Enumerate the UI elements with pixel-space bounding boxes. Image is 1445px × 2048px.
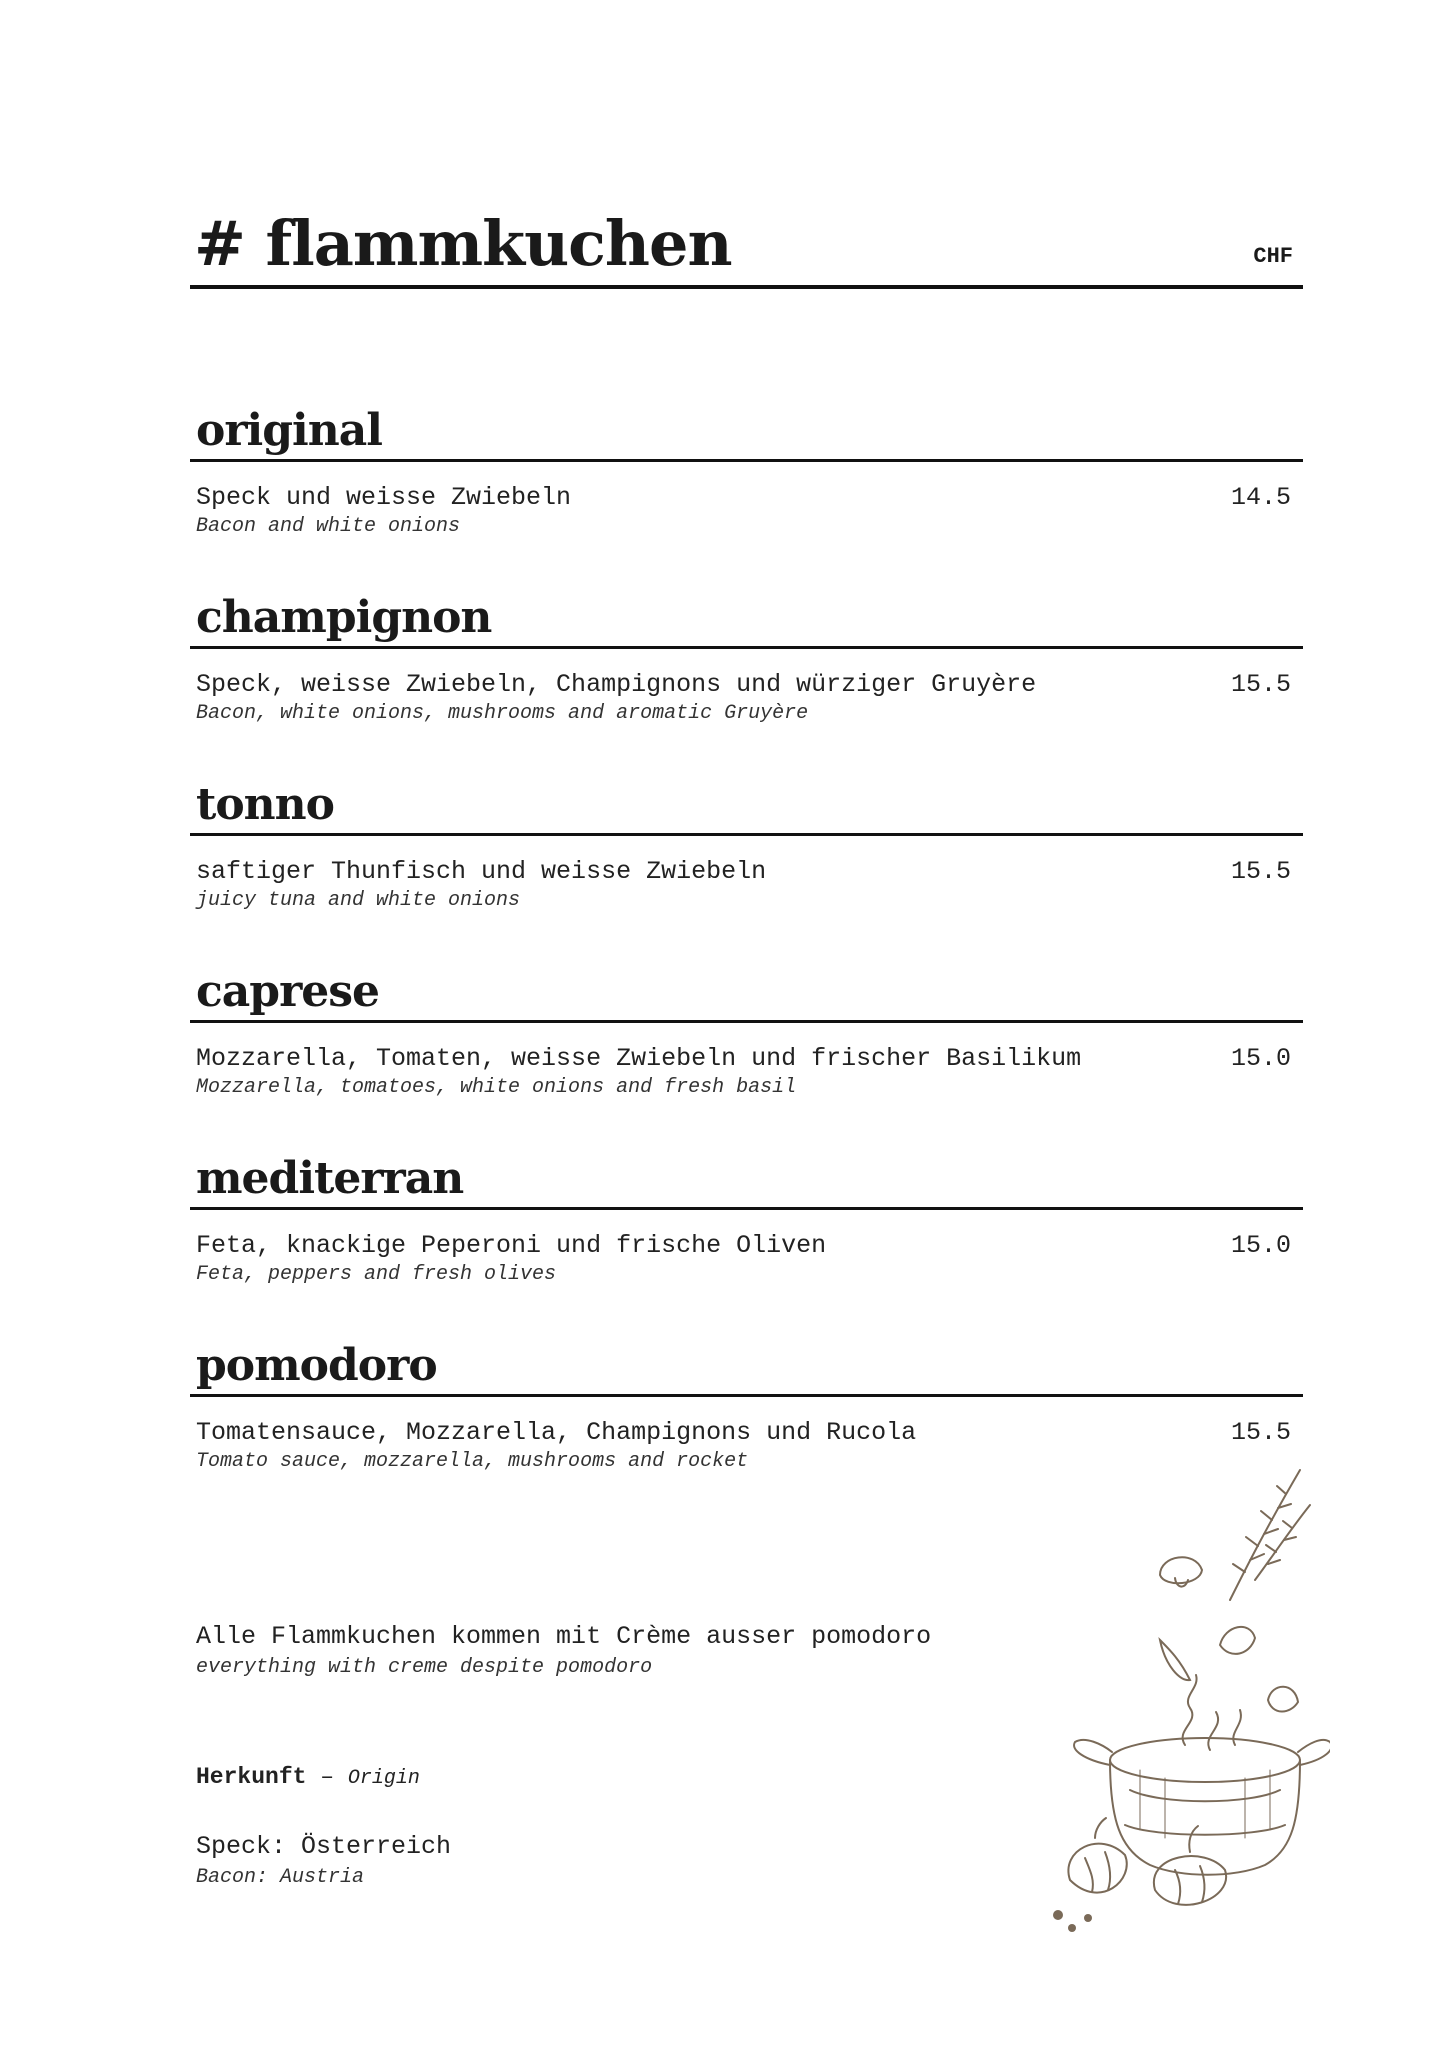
item-description-en: Bacon and white onions	[196, 515, 461, 538]
section-title: champignon	[196, 592, 492, 643]
section-title: tonno	[196, 779, 334, 830]
item-description-en: Tomato sauce, mozzarella, mushrooms and rocket	[196, 1450, 749, 1473]
creme-note-de: Alle Flammkuchen kommen mit Crème ausser pomodoro	[196, 1622, 932, 1651]
section-heading	[190, 769, 1303, 836]
section-title: original	[196, 405, 382, 456]
origin-bacon-de: Speck: Österreich	[196, 1832, 452, 1861]
section-heading	[190, 395, 1303, 462]
mushroom-icon	[1160, 1557, 1202, 1586]
pot-icon	[1074, 1738, 1330, 1875]
item-price: 15.0	[1230, 1231, 1291, 1260]
item-price: 15.0	[1230, 1044, 1291, 1073]
item-price: 15.5	[1230, 857, 1291, 886]
origin-separator: –	[306, 1764, 348, 1790]
item-description-en: Mozzarella, tomatoes, white onions and fresh basil	[196, 1076, 797, 1099]
section-title: caprese	[196, 966, 380, 1017]
item-description-de: Mozzarella, Tomaten, weisse Zwiebeln und frischer Basilikum	[196, 1044, 1082, 1073]
menu-section-mediterran	[190, 1143, 1303, 1286]
section-title: pomodoro	[196, 1340, 437, 1391]
garlic-clove-icon	[1160, 1627, 1298, 1712]
menu-section-original	[190, 395, 1303, 538]
item-price: 14.5	[1230, 483, 1291, 512]
section-heading	[190, 956, 1303, 1023]
cooking-pot-herbs-icon	[1040, 1460, 1330, 1960]
item-price: 15.5	[1230, 1418, 1291, 1447]
origin-bacon-en: Bacon: Austria	[196, 1866, 365, 1889]
page-title: # flammkuchen	[194, 207, 732, 280]
item-description-de: Speck und weisse Zwiebeln	[196, 483, 572, 512]
section-heading	[190, 582, 1303, 649]
item-description-en: juicy tuna and white onions	[196, 889, 521, 912]
currency-label: CHF	[1253, 244, 1293, 269]
creme-note-en: everything with creme despite pomodoro	[196, 1656, 653, 1679]
menu-section-tonno	[190, 769, 1303, 912]
peppercorn-icon	[1053, 1910, 1092, 1932]
section-heading	[190, 1330, 1303, 1397]
origin-label-en: Origin	[347, 1767, 420, 1790]
item-description-de: saftiger Thunfisch und weisse Zwiebeln	[196, 857, 767, 886]
item-price: 15.5	[1230, 670, 1291, 699]
thyme-sprig-icon	[1230, 1470, 1310, 1600]
section-heading	[190, 1143, 1303, 1210]
menu-header	[190, 195, 1303, 289]
menu-section-caprese	[190, 956, 1303, 1099]
item-description-en: Feta, peppers and fresh olives	[196, 1263, 557, 1286]
item-description-de: Tomatensauce, Mozzarella, Champignons und Rucola	[196, 1418, 917, 1447]
item-description-de: Feta, knackige Peperoni und frische Oliven	[196, 1231, 827, 1260]
menu-section-champignon	[190, 582, 1303, 725]
origin-label: Herkunft	[196, 1764, 307, 1790]
item-description-de: Speck, weisse Zwiebeln, Champignons und würziger Gruyère	[196, 670, 1037, 699]
origin-heading	[196, 1764, 420, 1790]
menu-section-pomodoro	[190, 1330, 1303, 1473]
item-description-en: Bacon, white onions, mushrooms and aromatic Gruyère	[196, 702, 809, 725]
section-title: mediterran	[196, 1153, 464, 1204]
